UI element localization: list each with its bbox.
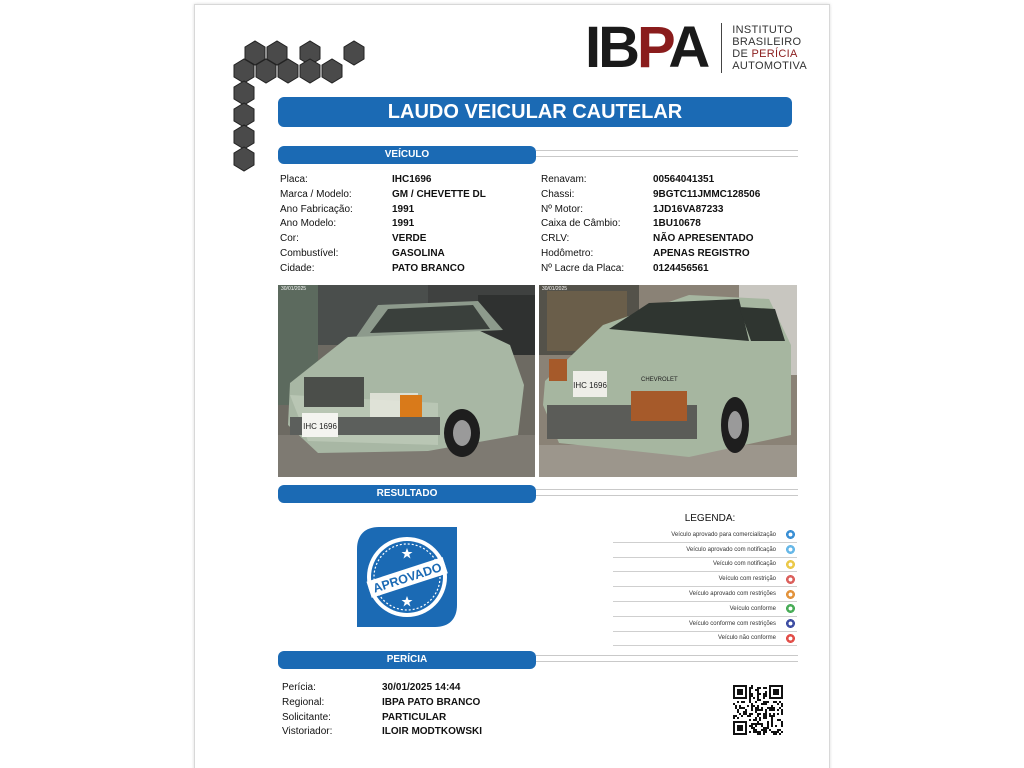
approved-stamp (357, 527, 457, 627)
legend-item (613, 572, 797, 587)
logo-line: DE (732, 48, 752, 60)
detail-value: PARTICULAR (382, 711, 447, 723)
detail-row (282, 711, 482, 726)
legend-item-label: Veículo conforme com restrições (688, 620, 776, 627)
legend-item (613, 617, 797, 632)
divider (536, 495, 798, 496)
detail-value: 1991 (392, 218, 415, 230)
ibpa-logo (585, 17, 807, 79)
logo-line: BRASILEIRO (732, 36, 802, 48)
detail-value: PATO BRANCO (392, 262, 465, 274)
legend-item (613, 528, 797, 543)
plate-text: IHC 1696 (303, 422, 337, 431)
status-indicator-icon (786, 530, 795, 539)
legend-item-label: Veículo aprovado para comercialização (671, 531, 776, 538)
section-vehicle-label: VEÍCULO (278, 146, 536, 164)
legend-item (613, 602, 797, 617)
detail-label: Combustível: (280, 247, 339, 259)
divider (536, 655, 798, 656)
detail-value: 1JD16VA87233 (653, 203, 724, 215)
detail-value: 1BU10678 (653, 218, 701, 230)
detail-row (541, 232, 760, 247)
detail-row (541, 247, 760, 262)
detail-value: APENAS REGISTRO (653, 247, 750, 259)
legend-list (613, 528, 797, 646)
divider (536, 156, 798, 157)
detail-row (282, 681, 482, 696)
detail-row (541, 262, 760, 277)
plate-text: IHC 1696 (573, 381, 607, 390)
detail-label: Ano Fabricação: (280, 203, 353, 215)
status-indicator-icon (786, 545, 795, 554)
detail-label: Hodômetro: (541, 247, 594, 259)
detail-row (280, 232, 486, 247)
status-indicator-icon (786, 560, 795, 569)
detail-value: 30/01/2025 14:44 (382, 682, 461, 693)
legend-item (613, 632, 797, 647)
detail-value: 0124456561 (653, 262, 709, 274)
detail-label: Regional: (282, 696, 325, 708)
legend-item (613, 587, 797, 602)
section-expertise-label: PERÍCIA (278, 651, 536, 669)
legend-item (613, 558, 797, 573)
vehicle-details-right (541, 173, 760, 277)
legend-item (613, 543, 797, 558)
photo-timestamp: 30/01/2025 (281, 286, 307, 292)
detail-row (541, 217, 760, 232)
legend-item-label: Veículo com notificação (712, 561, 776, 568)
detail-label: Caixa de Câmbio: (541, 218, 621, 230)
vehicle-photo-rear (539, 285, 797, 477)
divider (536, 661, 798, 662)
detail-row (280, 217, 486, 232)
detail-row (280, 262, 486, 277)
detail-label: Nº Lacre da Placa: (541, 262, 625, 274)
detail-row (541, 203, 760, 218)
photo-timestamp: 30/01/2025 (542, 286, 568, 292)
detail-label: Cidade: (280, 262, 315, 274)
detail-label: Ano Modelo: (280, 218, 337, 230)
detail-label: Perícia: (282, 682, 316, 693)
detail-label: CRLV: (541, 233, 570, 245)
detail-row (280, 247, 486, 262)
detail-value: GM / CHEVETTE DL (392, 188, 486, 200)
detail-value: 9BGTC11JMMC128506 (653, 188, 761, 200)
divider (536, 150, 798, 151)
detail-value: IBPA PATO BRANCO (382, 696, 481, 708)
status-indicator-icon (786, 634, 795, 643)
detail-label: Cor: (280, 233, 299, 245)
logo-line-emphasis: PERÍCIA (751, 48, 798, 60)
detail-row (282, 696, 482, 711)
legend-item-label: Veículo não conforme (717, 635, 776, 642)
status-indicator-icon (786, 604, 795, 613)
logo-mark: IBPA (585, 15, 708, 80)
detail-label: Solicitante: (282, 711, 331, 723)
detail-value: NÃO APRESENTADO (653, 233, 754, 245)
detail-label: Nº Motor: (541, 203, 583, 215)
stamp-text: APROVADO (371, 560, 444, 596)
vehicle-details-left (280, 173, 486, 277)
detail-label: Chassi: (541, 188, 575, 200)
legend-item-label: Veículo aprovado com notificação (686, 546, 776, 553)
rear-photo-image (539, 285, 797, 477)
logo-divider (721, 23, 722, 73)
expertise-details (282, 681, 482, 740)
badge-text: CHEVROLET (641, 377, 678, 383)
logo-line: AUTOMOTIVA (732, 60, 807, 72)
section-expertise (278, 651, 798, 669)
vehicle-photo-front (278, 285, 535, 477)
status-indicator-icon (786, 590, 795, 599)
detail-row (541, 188, 760, 203)
detail-value: VERDE (392, 233, 427, 245)
detail-value: IHC1696 (392, 174, 432, 185)
detail-row (280, 173, 486, 188)
legend-title: LEGENDA: (684, 513, 736, 524)
detail-label: Placa: (280, 174, 308, 185)
report-sheet (194, 4, 830, 768)
detail-row (541, 173, 760, 188)
detail-value: GASOLINA (392, 247, 445, 259)
detail-label: Vistoriador: (282, 726, 333, 738)
section-vehicle (278, 146, 798, 164)
status-indicator-icon (786, 575, 795, 584)
qr-code[interactable] (733, 685, 783, 735)
section-result (278, 485, 798, 503)
detail-row (280, 203, 486, 218)
detail-value: 1991 (392, 203, 415, 215)
divider (536, 489, 798, 490)
status-indicator-icon (786, 619, 795, 628)
detail-row (282, 725, 482, 740)
legend-item-label: Veículo aprovado com restrições (688, 591, 776, 598)
legend (613, 513, 797, 646)
detail-value: ILOIR MODTKOWSKI (382, 726, 482, 738)
logo-text (732, 24, 807, 72)
detail-value: 00564041351 (653, 174, 715, 185)
front-photo-image (278, 285, 535, 477)
detail-row (280, 188, 486, 203)
legend-item-label: Veículo com restrição (718, 576, 776, 583)
detail-label: Renavam: (541, 174, 587, 185)
section-result-label: RESULTADO (278, 485, 536, 503)
legend-item-label: Veículo conforme (729, 605, 776, 612)
logo-line: INSTITUTO (732, 24, 793, 36)
detail-label: Marca / Modelo: (280, 188, 352, 200)
report-title: LAUDO VEICULAR CAUTELAR (278, 97, 792, 127)
